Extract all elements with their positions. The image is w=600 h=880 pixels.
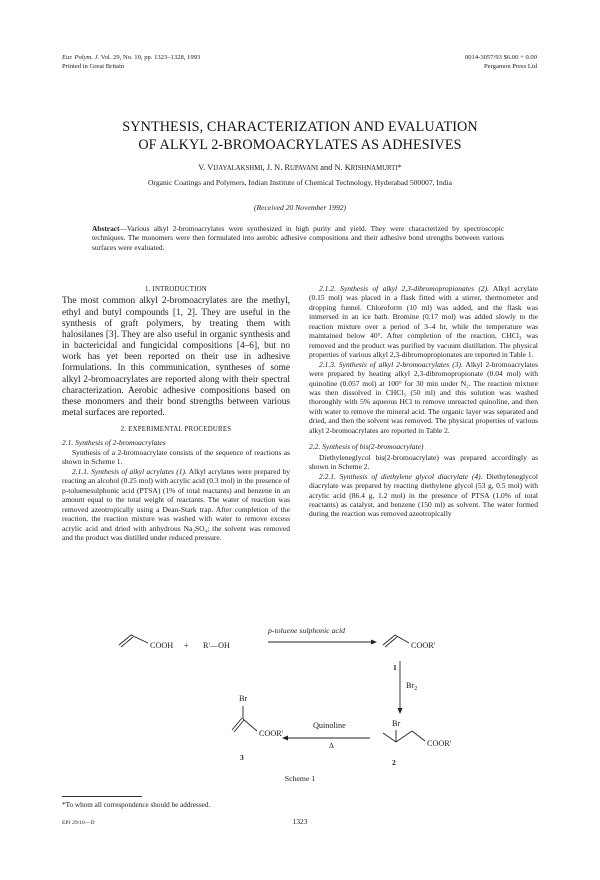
author-1: V. V — [198, 163, 214, 172]
abstract — [92, 224, 504, 252]
plus-sign: + — [184, 641, 189, 650]
subsection-2-1-3-heading: 2.1.3. Synthesis of alkyl 2-bromoacrylates (3). — [319, 359, 463, 369]
dibromide-bond-1 — [383, 733, 396, 742]
bromine-symbol: Br — [406, 681, 415, 690]
arrow-head-bromination — [398, 708, 403, 714]
acrylate-chain-bond — [395, 635, 409, 643]
paragraph-2-2-1 — [309, 472, 538, 519]
page-number: 1323 — [292, 817, 308, 826]
correspondence-mark: * — [397, 163, 402, 172]
paragraph-2-1-2 — [309, 284, 538, 360]
alcohol-label: R'—OH — [203, 641, 230, 650]
paragraph-2-1-1 — [62, 467, 290, 543]
issn-code: 0014-3057/93 $6.00 + 0.00 — [464, 54, 537, 61]
dibromide-bond-3 — [412, 731, 425, 741]
subsection-2-1-1-heading: 2.1.1. Synthesis of alkyl acrylates (1). — [72, 466, 187, 476]
affiliation: Organic Coatings and Polymers, Indian Institute of Chemical Technology, Hyderabad 500007, India — [147, 178, 453, 187]
compound-3-br-label: Br — [239, 694, 248, 703]
author-2: , J. N. R — [262, 163, 290, 172]
bromine-subscript: 2 — [414, 686, 418, 692]
acrylate-ester-label: COOR' — [411, 641, 436, 650]
bromoacrylate-bond-2 — [243, 719, 257, 731]
printed-in: Printed in Great Britain — [62, 62, 125, 70]
subsection-2-1-heading: 2.1. Synthesis of 2-bromoacrylates — [62, 437, 166, 447]
quinoline-label: Quinoline — [313, 721, 346, 730]
abstract-text: —Various alkyl 2-bromoacrylates were synthesized in high purity and yield. They were characterized by spectroscopic techniques. The monomers were then formulated into aerobic adhesive compositions and their adhesive bond strengths between various surfaces were evaluated. — [92, 224, 504, 252]
arrow-head-esterification — [371, 640, 377, 645]
page-code: EPJ 29/10—D — [62, 820, 95, 826]
left-column — [62, 283, 290, 543]
heat-delta-label: Δ — [329, 741, 334, 750]
subsection-2-2-1-heading: 2.2.1. Synthesis of diethylene glycol diacrylate (4). — [319, 471, 483, 481]
title-line-1: SYNTHESIS, CHARACTERIZATION AND EVALUATION — [122, 119, 478, 135]
compound-3-number: 3 — [240, 753, 244, 762]
introduction-paragraph: The most common alkyl 2-bromoacrylates are the methyl, ethyl and butyl compounds [1, 2]. They are useful in the synthesis of graft polymers, by treating them with halosilanes [3]. They are also useful in organic synthesis and in bactericidal and fungicidal compositions [4–6], but no work has yet been reported on their use in adhesive formulations. In this communication, syntheses of some alkyl 2-bromoacrylates are reported along with their spectral characterization. Aerobic adhesive compositions based on these monomers and their bond strengths between various metal surfaces are reported. — [62, 296, 290, 418]
journal-volume: Vol. 29, No. 10, pp. 1323–1328, 1993 — [99, 54, 201, 61]
compound-2-br-label: Br — [392, 719, 401, 728]
paragraph-2-1: Synthesis of a 2-bromoacrylate consists of the sequence of reactions as shown in Scheme 1. — [62, 447, 290, 467]
journal-name: Eur. Polym. J. — [62, 54, 100, 61]
author-3: and N. K — [318, 163, 351, 172]
received-date: (Received 20 November 1992) — [253, 203, 347, 212]
cooh-label: COOH — [150, 641, 174, 650]
paper-title — [0, 118, 600, 154]
paragraph-2-1-1-text: Alkyl acrylates were prepared by reacting an alcohol (0.25 mol) with acrylic acid (0.3 mol) in the presence of p-toluenesulphonic acid (PTSA) (1% of total reactants) and benzene in an amount equal to the total weight of reactants. The water of reaction was removed azeotropically using a Dean-Stark trap. After completion of the reaction, the reaction mixture was washed with water to remove excess acrylic acid and dried with anhydrous Na₂SO₄; the solvent was removed and the product was distilled under reduced pressure. — [62, 466, 290, 543]
paragraph-2-1-2-text: Alkyl acrylate (0.15 mol) was placed in a flask fitted with a stirrer, thermometer and dropping funnel. Chloroform (10 ml) was added, and the flask was immersed in an ice bath. Bromine (0.17 mol) was added slowly to the reaction mixture over a period of 3–4 hr, while the temperature was maintained below 40°. After completion of the reaction, CHCl₃ was removed and the product was purified by vacuum distillation. The physical properties of various alkyl 2,3-dibromopropionates are reported in Table 1. — [309, 284, 538, 360]
scheme-1-diagram — [0, 600, 600, 790]
catalyst-label: p-toluene sulphonic acid — [268, 626, 346, 635]
right-column — [309, 284, 538, 519]
compound-1-number: 1 — [393, 663, 397, 672]
scheme-caption: Scheme 1 — [284, 774, 316, 783]
section-introduction-heading: 1. INTRODUCTION — [145, 286, 207, 293]
author-2-sc: UPAVANI — [289, 165, 319, 172]
author-3-sc: RISHNAMURTI — [350, 165, 398, 172]
bromine-reagent-label — [406, 681, 417, 692]
footnote-rule — [62, 796, 142, 797]
compound-3-ester-label: COOR' — [259, 729, 284, 738]
author-list — [0, 163, 600, 172]
journal-citation — [62, 54, 200, 71]
paragraph-2-1-3-text: Alkyl 2-bromoacrylates were prepared by heating alkyl 2,3-dibromopropionate (0.04 mol) with quinoline (0.057 mol) at 100° for 30 min under N₂. The reaction mixture was then dissolved in CHCl₃ (50 ml) and this solution was washed thoroughly with 5% aqueous HCl to remove unreacted quinoline, and then with water to remove the mineral acid. The organic layer was separated and dried, and then the solvent was removed. The physical properties of various alkyl 2-bromoacrylates are reported in Table 2. — [309, 359, 538, 435]
section-experimental-heading: 2. EXPERIMENTAL PROCEDURES — [120, 426, 232, 434]
subsection-2-2-heading: 2.2. Synthesis of bis(2-bromoacrylate) — [309, 442, 424, 452]
abstract-label: Abstract — [92, 224, 120, 233]
author-1-sc: IJAYALAKSHMI — [213, 165, 263, 172]
publisher-info — [465, 54, 537, 71]
compound-2-ester-label: COOR' — [427, 739, 452, 748]
paragraph-2-2-1-text: Diethyleneglycol diacrylate was prepared by reacting diethylene glycol (53 g, 0.5 mol) with acrylic acid (86.4 g, 1.2 mol) in the presence of PTSA (1.0% of total reactants) as catalyst, and benzene (150 ml) as solvent. The water formed during the reaction was removed azeotropically — [309, 471, 538, 519]
correspondence-footnote: *To whom all correspondence should be addressed. — [62, 801, 211, 809]
compound-2-number: 2 — [392, 758, 396, 767]
title-line-2: OF ALKYL 2-BROMOACRYLATES AS ADHESIVES — [138, 137, 462, 153]
publisher-name: Pergamon Press Ltd — [484, 62, 537, 70]
dibromide-bond-2 — [396, 731, 412, 742]
subsection-2-1-2-heading: 2.1.2. Synthesis of alkyl 2,3-dibromopropionates (2). — [319, 284, 489, 293]
acrylic-acid-chain-bond — [131, 635, 148, 643]
paragraph-2-2: Diethyleneglycol bis(2-bromoacrylate) was prepared accordingly as shown in Scheme 2. — [309, 452, 538, 472]
paragraph-2-1-3 — [309, 360, 538, 436]
